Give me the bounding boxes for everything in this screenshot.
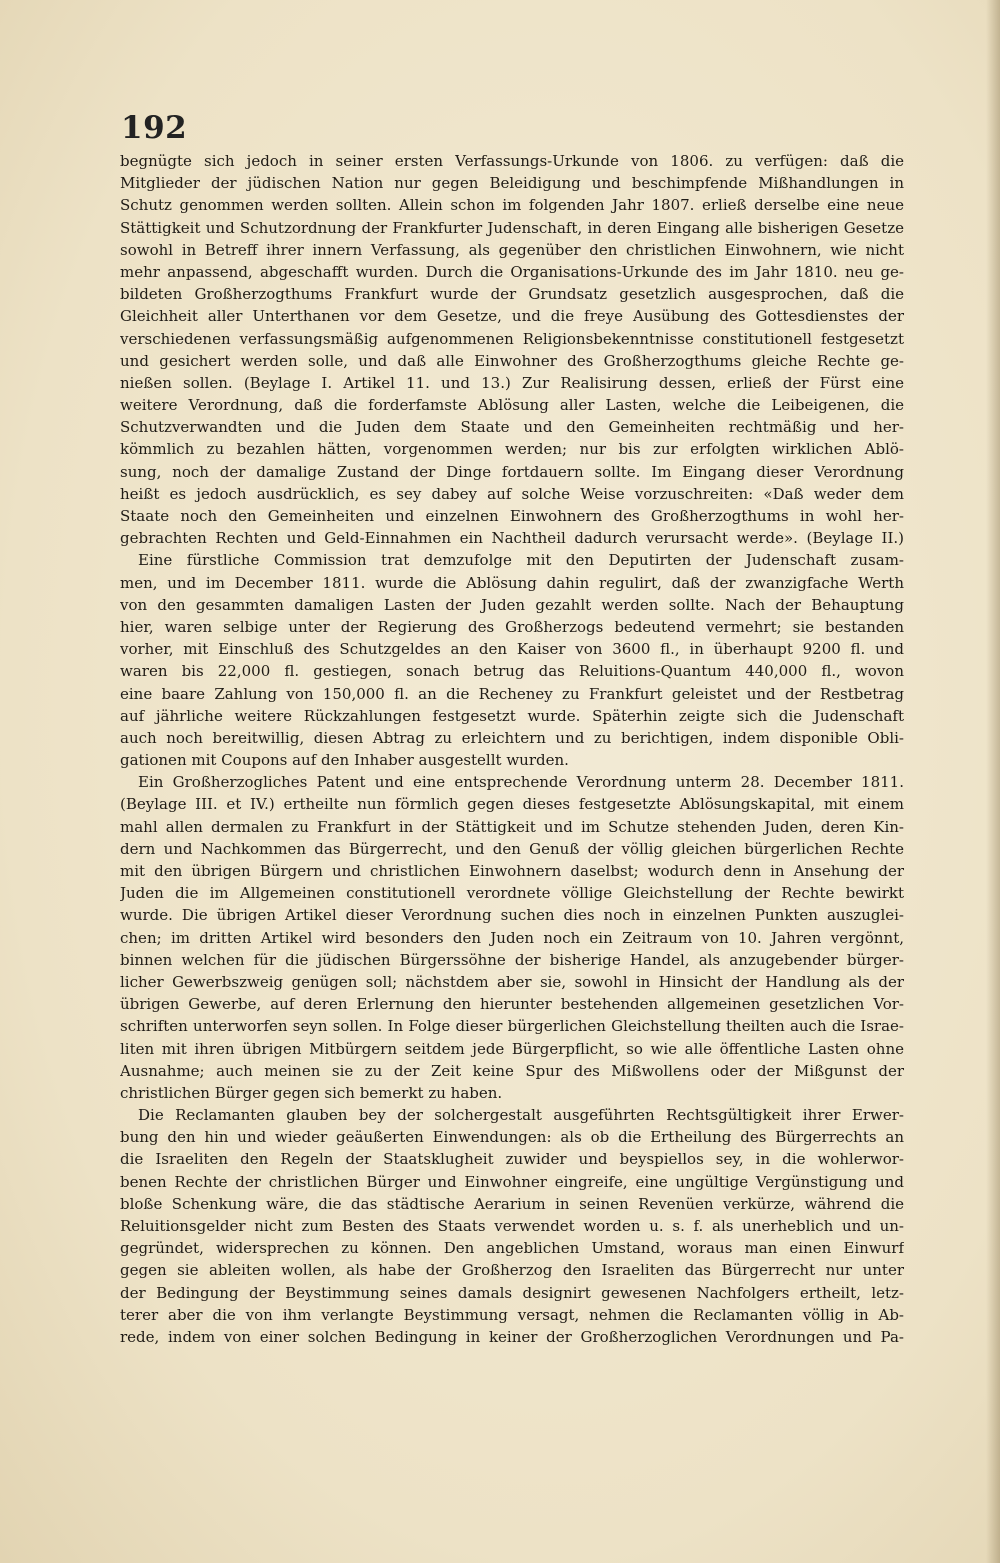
text-line: übrigen Gewerbe, auf deren Erlernung den hierunter bestehenden allgemeinen gesetzlichen Vor-	[120, 995, 904, 1014]
text-line: wurde. Die übrigen Artikel dieser Verordnung suchen dies noch in einzelnen Punkten auszuglei-	[120, 906, 904, 925]
text-line: verschiedenen verfassungsmäßig aufgenommenen Religionsbekenntnisse constitutionell festgesetzt	[120, 329, 904, 348]
text-line: mit den übrigen Bürgern und christlichen Einwohnern daselbst; wodurch denn in Ansehung der	[120, 862, 904, 880]
text-line: Gleichheit aller Unterthanen vor dem Gesetze, und die freye Ausübung des Gottesdienstes der	[120, 307, 904, 326]
text-line: begnügte sich jedoch in seiner ersten Verfassungs-Urkunde von 1806. zu verfügen: daß die	[120, 152, 904, 170]
text-line: gebrachten Rechten und Geld-Einnahmen ein Nachtheil dadurch verursacht werde». (Beylage II.)	[120, 529, 904, 548]
text-line: Ein Großherzogliches Patent und eine entsprechende Verordnung unterm 28. December 1811.	[138, 773, 904, 792]
text-line: bung den hin und wieder geäußerten Einwendungen: als ob die Ertheilung des Bürgerrechts an	[120, 1128, 904, 1147]
text-line: heißt es jedoch ausdrücklich, es sey dabey auf solche Weise vorzuschreiten: «Daß weder dem	[120, 484, 904, 503]
text-line: von den gesammten damaligen Lasten der Juden gezahlt werden sollte. Nach der Behauptung	[120, 595, 904, 614]
text-line: Reluitionsgelder nicht zum Besten des Staats verwendet worden u. s. f. als unerheblich und un-	[120, 1217, 904, 1235]
text-line: Die Reclamanten glauben bey der solchergestalt ausgeführten Rechtsgültigkeit ihrer Erwer-	[138, 1106, 904, 1125]
text-line: Staate noch den Gemeinheiten und einzelnen Einwohnern des Großherzogthums in wohl her-	[120, 507, 904, 525]
page-edge-shadow	[986, 0, 1000, 1563]
text-line: licher Gewerbszweig genügen soll; nächstdem aber sie, sowohl in Hinsicht der Handlung als der	[120, 972, 904, 991]
text-line: sowohl in Betreff ihrer innern Verfassung, als gegenüber den christlichen Einwohnern, wie nicht	[120, 240, 904, 259]
text-line: hier, waren selbige unter der Regierung des Großherzogs bedeutend vermehrt; sie bestanden	[120, 617, 904, 636]
text-line: (Beylage III. et IV.) ertheilte nun förmlich gegen dieses festgesetzte Ablösungskapital, mit einem	[120, 795, 904, 814]
page-number: 192	[121, 110, 188, 146]
text-line: waren bis 22,000 fl. gestiegen, sonach betrug das Reluitions-Quantum 440,000 fl., wovon	[120, 662, 904, 681]
text-line: die Israeliten den Regeln der Staatsklugheit zuwider und beyspiellos sey, in die wohlerwor-	[120, 1150, 904, 1169]
text-line: Ausnahme; auch meinen sie zu der Zeit keine Spur des Mißwollens oder der Mißgunst der	[120, 1061, 904, 1080]
text-line: vorher, mit Einschluß des Schutzgeldes an den Kaiser von 3600 fl., in überhaupt 9200 fl. und	[120, 640, 904, 659]
text-line: liten mit ihren übrigen Mitbürgern seitdem jede Bürgerpflicht, so wie alle öffentliche Lasten ohne	[120, 1039, 904, 1058]
text-line: Stättigkeit und Schutzordnung der Frankfurter Judenschaft, in deren Eingang alle bisherigen Gesetze	[120, 218, 904, 237]
text-line: schriften unterworfen seyn sollen. In Folge dieser bürgerlichen Gleichstellung theilten auch die Israe-	[120, 1017, 904, 1036]
text-line: bildeten Großherzogthums Frankfurt wurde der Grundsatz gesetzlich ausgesprochen, daß die	[120, 285, 904, 304]
text-line: Eine fürstliche Commission trat demzufolge mit den Deputirten der Judenschaft zusam-	[138, 551, 904, 570]
text-line: Schutzverwandten und die Juden dem Staate und den Gemeinheiten rechtmäßig und her-	[120, 418, 904, 437]
text-line: mahl allen dermalen zu Frankfurt in der Stättigkeit und im Schutze stehenden Juden, deren Kin-	[120, 817, 904, 836]
body-text	[120, 150, 904, 1348]
text-line: chen; im dritten Artikel wird besonders den Juden noch ein Zeitraum von 10. Jahren vergönnt,	[120, 928, 904, 947]
text-line: kömmlich zu bezahlen hätten, vorgenommen werden; nur bis zur erfolgten wirklichen Ablö-	[120, 440, 904, 459]
text-line: gegen sie ableiten wollen, als habe der Großherzog den Israeliten das Bürgerrecht nur unter	[120, 1261, 904, 1280]
text-line: auf jährliche weitere Rückzahlungen festgesetzt wurde. Späterhin zeigte sich die Judenschaft	[120, 706, 904, 725]
text-line: Juden die im Allgemeinen constitutionell verordnete völlige Gleichstellung der Rechte bewirkt	[120, 884, 904, 903]
text-line: Mitglieder der jüdischen Nation nur gegen Beleidigung und beschimpfende Mißhandlungen in	[120, 174, 904, 193]
text-line: bloße Schenkung wäre, die das städtische Aerarium in seinen Revenüen verkürze, während die	[120, 1194, 904, 1213]
text-line: weitere Verordnung, daß die forderfamste Ablösung aller Lasten, welche die Leibeigenen, die	[120, 396, 904, 415]
text-line: eine baare Zahlung von 150,000 fl. an die Recheney zu Frankfurt geleistet und der Restbetrag	[120, 684, 904, 703]
text-line: benen Rechte der christlichen Bürger und Einwohner eingreife, eine ungültige Vergünstigung und	[120, 1172, 904, 1191]
text-line: dern und Nachkommen das Bürgerrecht, und den Genuß der völlig gleichen bürgerlichen Rechte	[120, 839, 904, 858]
text-line: gegründet, widersprechen zu können. Den angeblichen Umstand, woraus man einen Einwurf	[120, 1239, 904, 1258]
text-line: auch noch bereitwillig, diesen Abtrag zu erleichtern und zu berichtigen, indem disponible Obli-	[120, 728, 904, 747]
text-line: nießen sollen. (Beylage I. Artikel 11. und 13.) Zur Realisirung dessen, erließ der Fürst eine	[120, 373, 904, 392]
text-line: Schutz genommen werden sollten. Allein schon im folgenden Jahr 1807. erließ derselbe eine neue	[120, 196, 904, 215]
text-line: men, und im December 1811. wurde die Ablösung dahin regulirt, daß der zwanzigfache Werth	[120, 573, 904, 592]
text-line: binnen welchen für die jüdischen Bürgerssöhne der bisherige Handel, als anzugebender bürger-	[120, 950, 904, 969]
text-line: sung, noch der damalige Zustand der Dinge fortdauern sollte. Im Eingang dieser Verordnung	[120, 462, 904, 481]
text-line: mehr anpassend, abgeschafft wurden. Durch die Organisations-Urkunde des im Jahr 1810. neu ge-	[120, 262, 904, 281]
text-line: terer aber die von ihm verlangte Beystimmung versagt, nehmen die Reclamanten völlig in Ab-	[120, 1305, 904, 1324]
text-line: der Bedingung der Beystimmung seines damals designirt gewesenen Nachfolgers ertheilt, letz-	[120, 1283, 904, 1302]
text-line: christlichen Bürger gegen sich bemerkt zu haben.	[120, 1083, 503, 1102]
text-line: gationen mit Coupons auf den Inhaber ausgestellt wurden.	[120, 751, 569, 770]
text-line: rede, indem von einer solchen Bedingung in keiner der Großherzoglichen Verordnungen und Pa-	[120, 1327, 904, 1346]
text-line: und gesichert werden solle, und daß alle Einwohner des Großherzogthums gleiche Rechte ge-	[120, 351, 904, 370]
